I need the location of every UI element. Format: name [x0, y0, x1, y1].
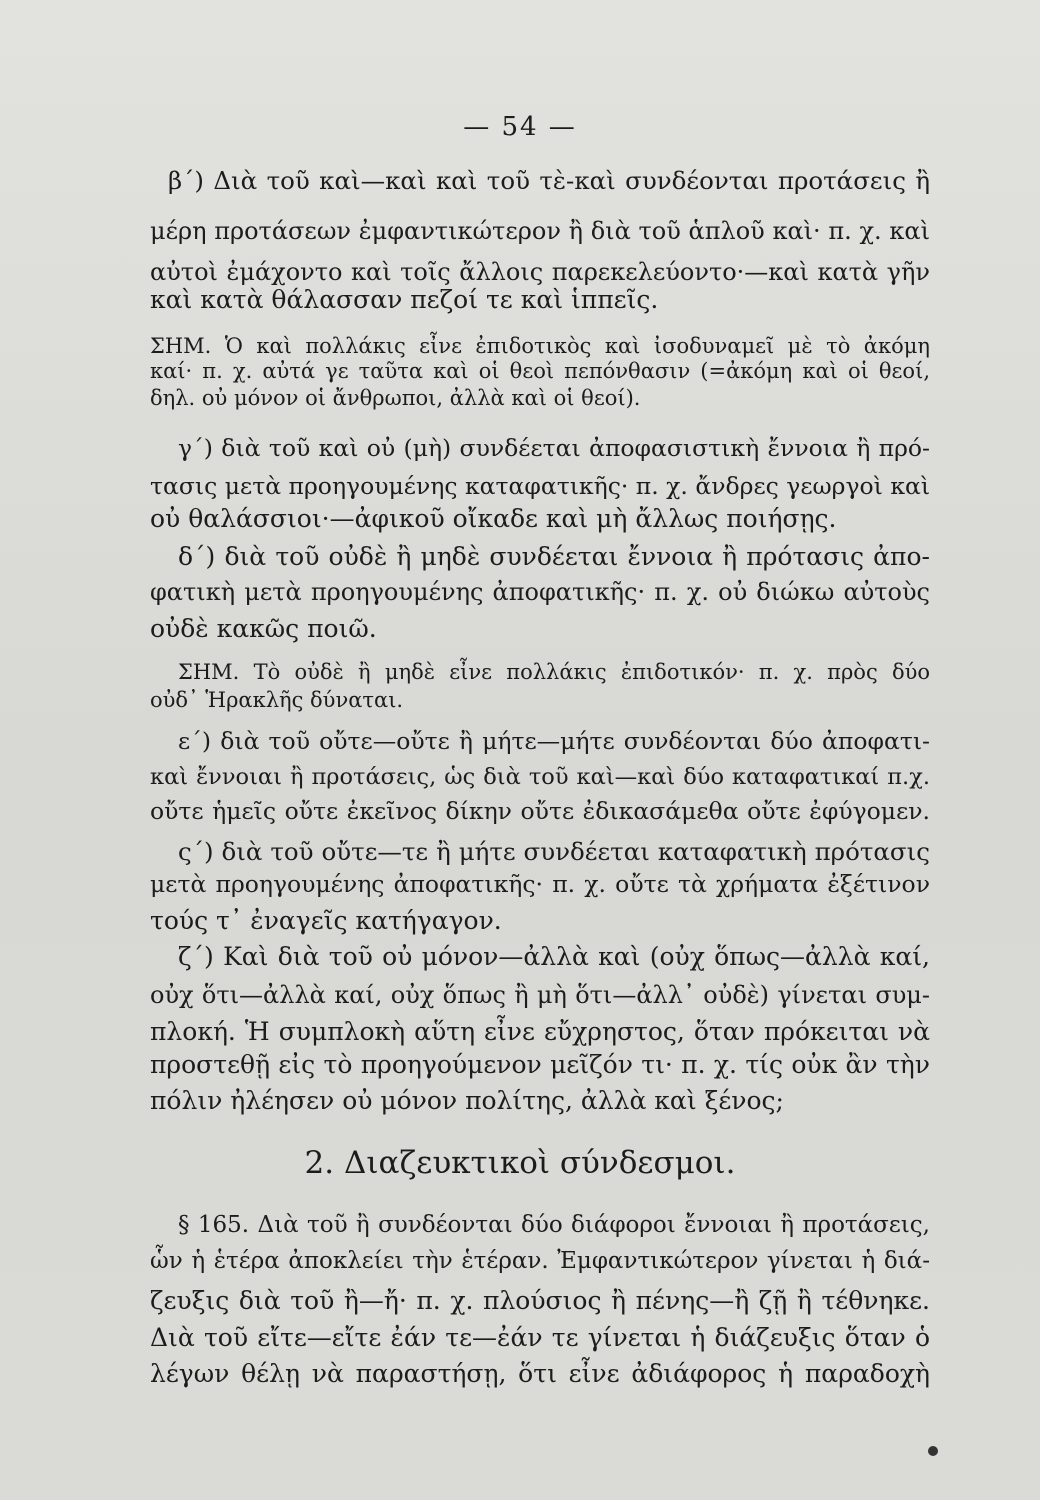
text-line: καὶ ἔννοιαι ἢ προτάσεις, ὡς διὰ τοῦ καὶ—καὶ δύο καταφατικαί π.χ. [150, 764, 930, 790]
note-line: οὐδ᾽ Ἡρακλῆς δύναται. [150, 688, 404, 712]
text-line: β΄) Διὰ τοῦ καὶ—καὶ καὶ τοῦ τὲ-καὶ συνδέονται προτάσεις ἢ [168, 166, 930, 195]
text-line: ζευξις διὰ τοῦ ἢ—ἤ· π. χ. πλούσιος ἢ πένης—ἢ ζῇ ἢ τέθνηκε. [150, 1286, 930, 1315]
ink-dot [928, 1446, 938, 1456]
text-line: δ΄) διὰ τοῦ οὐδὲ ἢ μηδὲ συνδέεται ἔννοια ἢ πρότασις ἀπο- [178, 542, 930, 571]
text-line: Διὰ τοῦ εἴτε—εἴτε ἐάν τε—ἐάν τε γίνεται ἡ διάζευξις ὅταν ὁ [150, 1323, 930, 1352]
text-line: οὐ θαλάσσιοι·—ἀφικοῦ οἴκαδε καὶ μὴ ἄλλως ποιήσῃς. [150, 504, 837, 533]
text-line: τούς τ᾽ ἐναγεῖς κατήγαγον. [150, 906, 502, 935]
text-line: μετὰ προηγουμένης ἀποφατικῆς· π. χ. οὔτε τὰ χρήματα ἐξέτινον [150, 870, 930, 898]
text-line: τασις μετὰ προηγουμένης καταφατικῆς· π. χ. ἄνδρες γεωργοὶ καὶ [150, 472, 931, 500]
text-line: ζ΄) Καὶ διὰ τοῦ οὐ μόνον—ἀλλὰ καὶ (οὐχ ὅπως—ἀλλὰ καί, [178, 942, 930, 971]
text-line: οὐδὲ κακῶς ποιῶ. [150, 614, 377, 643]
note-line: δηλ. οὐ μόνον οἱ ἄνθρωποι, ἀλλὰ καὶ οἱ θεοί). [150, 386, 641, 410]
note-line: ΣΗΜ. Τὸ οὐδὲ ἢ μηδὲ εἶνε πολλάκις ἐπιδοτικόν· π. χ. πρὸς δύο [178, 660, 930, 684]
text-line: οὔτε ἡμεῖς οὔτε ἐκεῖνος δίκην οὔτε ἐδικασάμεθα οὔτε ἐφύγομεν. [150, 797, 930, 825]
text-line: § 165. Διὰ τοῦ ἢ συνδέονται δύο διάφοροι ἔννοιαι ἢ προτάσεις, [178, 1212, 930, 1238]
text-line: πόλιν ἠλέησεν οὐ μόνον πολίτης, ἀλλὰ καὶ ξένος; [150, 1086, 784, 1115]
text-line: καὶ κατὰ θάλασσαν πεζοί τε καὶ ἱππεῖς. [150, 285, 659, 314]
text-line: λέγων θέλῃ νὰ παραστήσῃ, ὅτι εἶνε ἀδιάφορος ἡ παραδοχὴ [150, 1359, 930, 1388]
text-line: φατικὴ μετὰ προηγουμένης ἀποφατικῆς· π. χ. οὐ διώκω αὐτοὺς [150, 578, 930, 606]
text-line: ς΄) διὰ τοῦ οὔτε—τε ἢ μήτε συνδέεται καταφατικὴ πρότασις [178, 837, 930, 866]
text-line: γ΄) διὰ τοῦ καὶ οὐ (μὴ) συνδέεται ἀποφασιστικὴ ἔννοια ἢ πρό- [178, 434, 930, 462]
page-number: — 54 — [463, 112, 577, 142]
text-line: προστεθῇ εἰς τὸ προηγούμενον μεῖζόν τι· π. χ. τίς οὐκ ἂν τὴν [150, 1050, 930, 1079]
text-line: οὐχ ὅτι—ἀλλὰ καί, οὐχ ὅπως ἢ μὴ ὅτι—ἀλλ᾽ οὐδὲ) γίνεται συμ- [150, 981, 930, 1009]
text-line: μέρη προτάσεων ἐμφαντικώτερον ἢ διὰ τοῦ ἁπλοῦ καὶ· π. χ. καὶ [150, 217, 930, 245]
note-line: ΣΗΜ. Ὁ καὶ πολλάκις εἶνε ἐπιδοτικὸς καὶ ἰσοδυναμεῖ μὲ τὸ ἀκόμη [150, 334, 930, 358]
text-line: αὐτοὶ ἐμάχοντο καὶ τοῖς ἄλλοις παρεκελεύοντο·—καὶ κατὰ γῆν [150, 258, 930, 286]
text-line: ε΄) διὰ τοῦ οὔτε—οὔτε ἢ μήτε—μήτε συνδέονται δύο ἀποφατι- [178, 727, 930, 755]
text-line: ὧν ἡ ἑτέρα ἀποκλείει τὴν ἑτέραν. Ἐμφαντικώτερον γίνεται ἡ διά- [150, 1248, 930, 1274]
section-heading: 2. Διαζευκτικοὶ σύνδεσμοι. [304, 1145, 736, 1181]
text-line: πλοκή. Ἡ συμπλοκὴ αὕτη εἶνε εὔχρηστος, ὅταν πρόκειται νὰ [150, 1017, 930, 1046]
note-line: καί· π. χ. αὐτά γε ταῦτα καὶ οἱ θεοὶ πεπόνθασιν (=ἀκόμη καὶ οἱ θεοί, [150, 359, 930, 383]
